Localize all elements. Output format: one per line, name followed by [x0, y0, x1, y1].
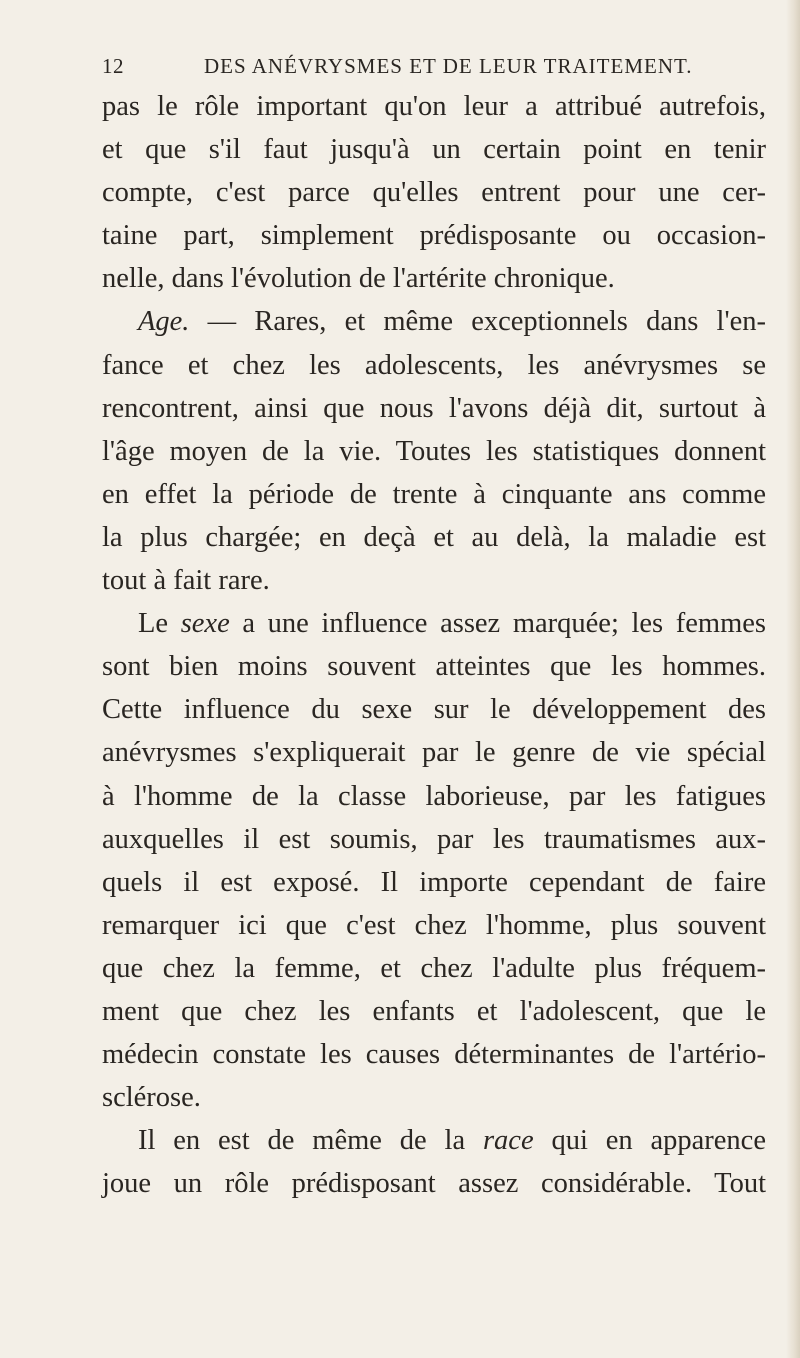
text-line: tout à fait rare. — [102, 565, 270, 597]
text-line: auxquelles il est soumis, par les traumatismes aux- — [102, 823, 766, 855]
text-fragment: Le — [138, 608, 181, 640]
italic-term: sexe — [180, 608, 230, 640]
text-fragment: qui en apparence — [533, 1125, 766, 1157]
text-line: la plus chargée; en deçà et au delà, la maladie est — [102, 521, 766, 553]
body-text — [102, 85, 766, 1205]
text-line: quels il est exposé. Il importe cependant de faire — [102, 866, 766, 898]
page-edge — [786, 0, 800, 1358]
running-title: DES ANÉVRYSMES ET DE LEUR TRAITEMENT. — [204, 54, 693, 78]
text-line: médecin constate les causes déterminantes de l'artério- — [102, 1039, 766, 1071]
text-line: l'âge moyen de la vie. Toutes les statistiques donnent — [102, 435, 766, 467]
text-line: remarquer ici que c'est chez l'homme, plus souvent — [102, 909, 766, 941]
text-line: à l'homme de la classe laborieuse, par les fatigues — [102, 780, 766, 812]
text-fragment: Il en est de même de la — [138, 1125, 483, 1157]
text-line: et que s'il faut jusqu'à un certain point en tenir — [102, 134, 766, 166]
text-line: que chez la femme, et chez l'adulte plus fréquem- — [102, 952, 766, 984]
running-head — [102, 54, 742, 84]
text-line: en effet la période de trente à cinquante ans comme — [102, 478, 766, 510]
text-line: nelle, dans l'évolution de l'artérite chronique. — [102, 263, 615, 295]
italic-term: Age. — [138, 306, 190, 338]
text-line: sclérose. — [102, 1082, 201, 1114]
text-line: taine part, simplement prédisposante ou occasion- — [102, 220, 766, 252]
text-line: rencontrent, ainsi que nous l'avons déjà dit, surtout à — [102, 392, 766, 424]
text-line: compte, c'est parce qu'elles entrent pour une cer- — [102, 177, 766, 209]
italic-term: race — [482, 1125, 534, 1157]
text-line: fance et chez les adolescents, les anévrysmes se — [102, 349, 766, 381]
text-line: ment que chez les enfants et l'adolescent, que le — [102, 995, 766, 1027]
text-line: Cette influence du sexe sur le développement des — [102, 694, 766, 726]
text-line: joue un rôle prédisposant assez considérable. Tout — [102, 1168, 766, 1200]
text-line: pas le rôle important qu'on leur a attribué autrefois, — [102, 91, 766, 122]
text-fragment: a une influence assez marquée; les femmes — [229, 608, 766, 640]
text-line: sont bien moins souvent atteintes que les hommes. — [102, 651, 766, 683]
paragraph-age — [102, 300, 766, 343]
page-number: 12 — [102, 54, 124, 78]
paragraph-sexe — [102, 602, 766, 645]
text-line: anévrysmes s'expliquerait par le genre de vie spécial — [102, 737, 766, 769]
paragraph-race — [102, 1119, 766, 1162]
text-fragment: — Rares, et même exceptionnels dans l'en- — [189, 306, 766, 338]
